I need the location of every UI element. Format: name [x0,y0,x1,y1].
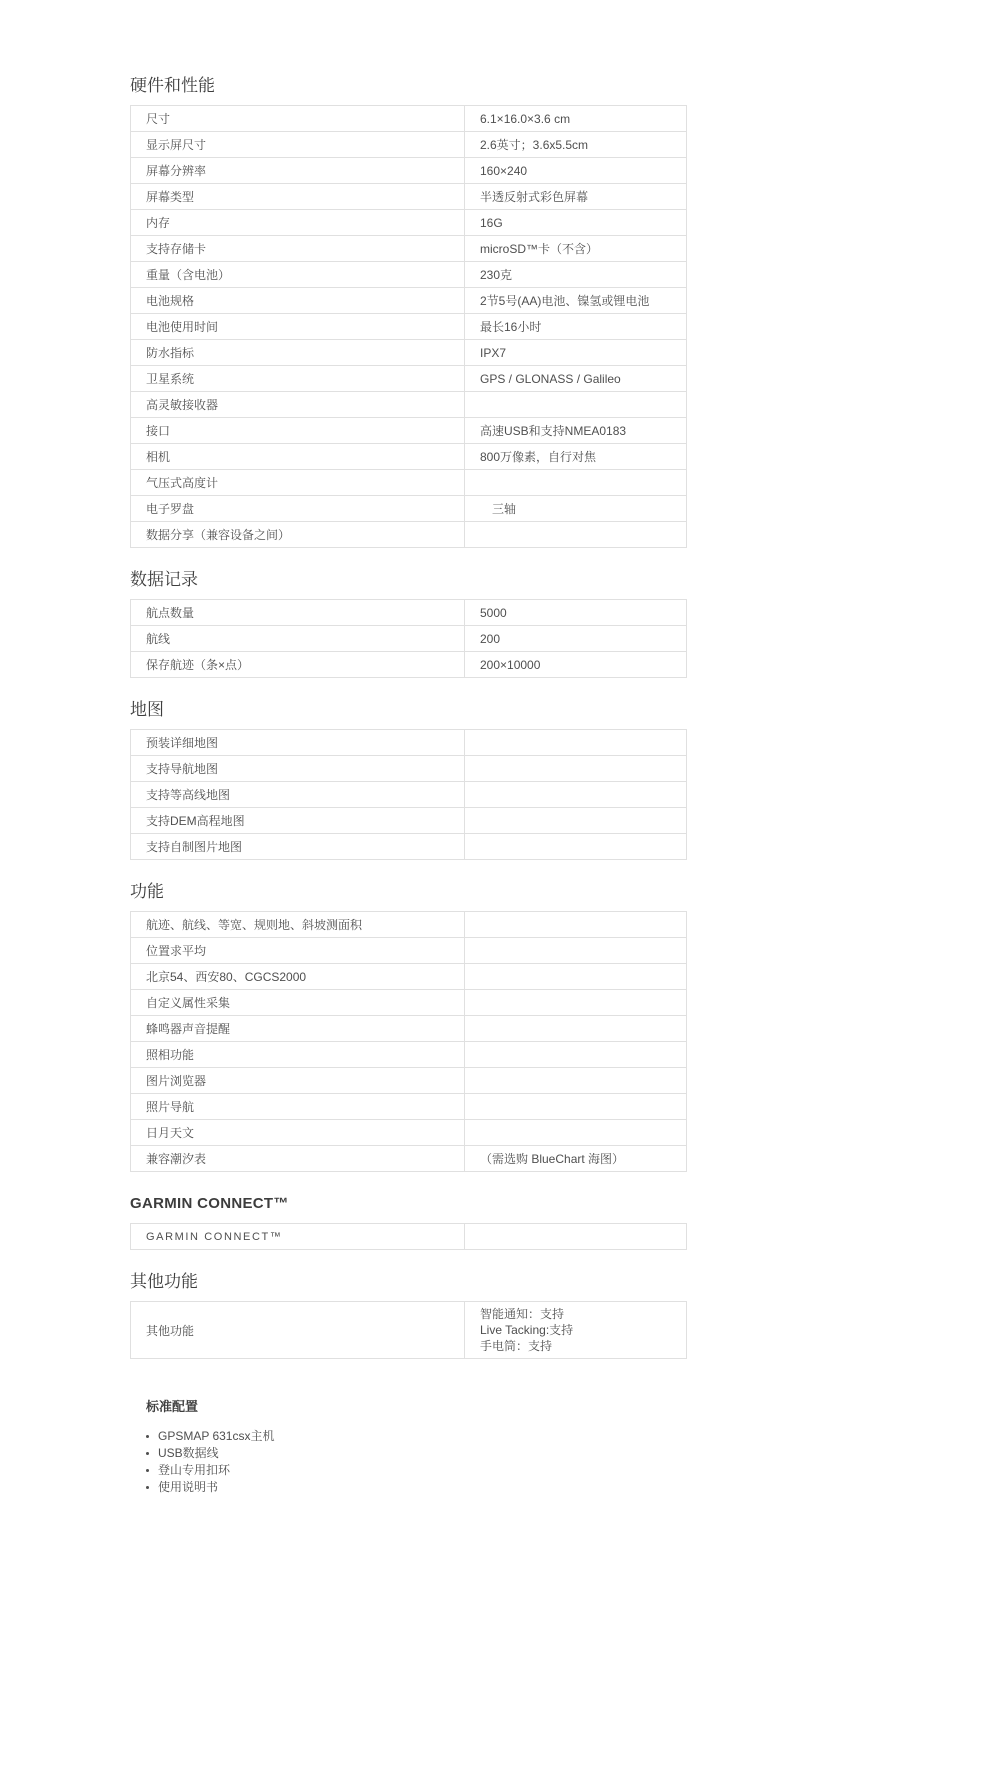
spec-value-text: 高速USB和支持NMEA0183 [480,423,627,438]
bullet-icon [146,1452,149,1455]
spec-value [464,730,686,755]
section-title: 地图 [130,700,164,719]
spec-value [464,1146,686,1171]
spec-label [131,912,464,937]
spec-value-text: 最长16小时 [480,319,542,334]
spec-row [131,912,686,937]
section-data-recording [130,570,687,678]
spec-value [464,444,686,469]
spec-label-text: GARMIN CONNECT™ [146,1230,283,1243]
spec-label-text: 内存 [146,216,171,230]
spec-row [131,287,686,313]
package-item [146,1462,687,1479]
spec-row [131,417,686,443]
spec-label [131,1094,464,1119]
spec-value-line: Live Tacking:支持 [480,1323,574,1337]
spec-label [131,236,464,261]
spec-value [464,132,686,157]
spec-label-text: 电池使用时间 [146,320,219,334]
spec-label-text: 支持等高线地图 [146,788,231,802]
spec-label [131,158,464,183]
spec-label [131,808,464,833]
spec-label-text: 兼容潮汐表 [146,1152,207,1166]
spec-label [131,626,464,651]
spec-label-text: 电池规格 [146,294,195,308]
spec-table [130,105,687,548]
spec-label [131,262,464,287]
spec-value-line: 智能通知：支持 [480,1307,565,1321]
spec-value-text: 800万像素，自行对焦 [480,449,597,464]
spec-value [464,756,686,781]
spec-label-text: 航线 [146,632,171,646]
spec-value [464,626,686,651]
spec-label-text: 照片导航 [146,1100,195,1114]
spec-label-text: 保存航迹（条×点） [146,658,250,672]
spec-row [131,1119,686,1145]
spec-row [131,313,686,339]
section-maps [130,700,687,860]
spec-row [131,261,686,287]
spec-value [464,1094,686,1119]
spec-label [131,444,464,469]
spec-row [131,391,686,417]
package-list [146,1428,687,1496]
spec-label-text: 接口 [146,424,171,438]
spec-label-text: 航迹、航线、等宽、规则地、斜坡测面积 [146,918,363,932]
spec-label [131,132,464,157]
spec-label [131,1146,464,1171]
spec-label [131,756,464,781]
spec-table [130,1301,687,1359]
spec-label [131,106,464,131]
section-garmin-connect [130,1194,687,1250]
section-other-features [130,1272,687,1359]
bullet-icon [146,1469,149,1472]
spec-table [130,729,687,860]
package-item-text: 登山专用扣环 [158,1463,231,1477]
package-item-text: 使用说明书 [158,1480,219,1494]
spec-row [131,495,686,521]
spec-value-text: 230克 [480,267,513,282]
spec-value-text: 5000 [480,605,507,620]
spec-value [464,782,686,807]
spec-table [130,599,687,678]
spec-row [131,209,686,235]
spec-row [131,235,686,261]
spec-row [131,1015,686,1041]
section-title: GARMIN CONNECT™ [130,1195,289,1212]
spec-label-text: 屏幕分辨率 [146,164,207,178]
spec-value [464,1068,686,1093]
spec-label-text: 支持DEM高程地图 [146,814,245,828]
spec-row [131,937,686,963]
spec-value [464,964,686,989]
spec-value-text: 三轴 [480,501,517,516]
spec-value [464,600,686,625]
spec-row [131,1302,686,1358]
spec-label [131,1042,464,1067]
spec-label [131,340,464,365]
spec-row [131,833,686,859]
spec-value [464,912,686,937]
spec-label [131,730,464,755]
spec-value [464,106,686,131]
spec-label-text: 航点数量 [146,606,195,620]
spec-label [131,652,464,677]
spec-label [131,1224,464,1249]
spec-label-text: 北京54、西安80、CGCS2000 [146,970,307,984]
spec-label [131,522,464,547]
spec-label [131,392,464,417]
spec-value [464,1302,686,1358]
spec-value [464,314,686,339]
spec-value-text: （需选购 BlueChart 海图） [480,1151,625,1166]
spec-label [131,964,464,989]
spec-label-text: 相机 [146,450,171,464]
spec-value-text: IPX7 [480,345,507,360]
spec-value-text: 200 [480,631,501,646]
spec-label [131,314,464,339]
spec-label-text: 支持自制图片地图 [146,840,243,854]
spec-label-text: 预装详细地图 [146,736,219,750]
spec-label-text: 显示屏尺寸 [146,138,207,152]
spec-label [131,288,464,313]
spec-label-text: 图片浏览器 [146,1074,207,1088]
spec-row [131,755,686,781]
spec-value-line: 手电筒：支持 [480,1339,553,1353]
spec-label-text: 照相功能 [146,1048,195,1062]
spec-value-text: 2.6英寸；3.6x5.5cm [480,137,589,152]
spec-row [131,339,686,365]
package-item-text: USB数据线 [158,1446,219,1460]
spec-row [131,1041,686,1067]
section-title: 标准配置 [146,1399,199,1414]
spec-row [131,1093,686,1119]
spec-value [464,158,686,183]
spec-label-text: 其他功能 [146,1323,195,1338]
spec-row [131,521,686,547]
spec-table [130,1223,687,1250]
section-standard-package [130,1397,687,1496]
spec-row [131,1145,686,1171]
spec-label [131,782,464,807]
spec-label-text: 电子罗盘 [146,502,195,516]
spec-row [131,781,686,807]
spec-value [464,834,686,859]
spec-label-text: 支持存储卡 [146,242,207,256]
spec-label-text: 日月天文 [146,1126,195,1140]
spec-row [131,469,686,495]
spec-value [464,470,686,495]
spec-label [131,600,464,625]
spec-value [464,1042,686,1067]
package-item-text: GPSMAP 631csx主机 [158,1429,275,1443]
spec-value-text: 160×240 [480,163,528,178]
spec-row [131,625,686,651]
spec-value-text: 200×10000 [480,657,541,672]
spec-value [464,1016,686,1041]
spec-label-text: 自定义属性采集 [146,996,231,1010]
spec-label [131,496,464,521]
bullet-icon [146,1486,149,1489]
spec-label [131,470,464,495]
spec-value [464,418,686,443]
package-item [146,1445,687,1462]
section-hardware [130,76,687,548]
spec-row [131,807,686,833]
spec-row [131,131,686,157]
spec-label-text: 位置求平均 [146,944,207,958]
spec-label [131,1120,464,1145]
spec-label-text: 气压式高度计 [146,476,219,490]
spec-value-text: 16G [480,215,503,230]
spec-value [464,392,686,417]
spec-value [464,1224,686,1249]
spec-label [131,184,464,209]
spec-label-text: 尺寸 [146,112,171,126]
spec-value-text: 2节5号(AA)电池、镍氢或锂电池 [480,293,650,308]
spec-label [131,418,464,443]
spec-row [131,183,686,209]
bullet-icon [146,1435,149,1438]
spec-row [131,365,686,391]
spec-value [464,1120,686,1145]
spec-value-text: 6.1×16.0×3.6 cm [480,111,571,126]
spec-label [131,210,464,235]
spec-row [131,600,686,625]
spec-row [131,989,686,1015]
spec-label [131,990,464,1015]
spec-sections [130,76,687,1496]
spec-value-text: GPS / GLONASS / Galileo [480,371,621,386]
spec-label-text: 高灵敏接收器 [146,398,219,412]
section-title: 硬件和性能 [130,76,215,95]
spec-label-text: 支持导航地图 [146,762,219,776]
spec-value [464,262,686,287]
spec-label-text: 蜂鸣器声音提醒 [146,1022,231,1036]
spec-label [131,1302,464,1358]
spec-label [131,366,464,391]
spec-value [464,990,686,1015]
spec-value [464,210,686,235]
section-title: 功能 [130,882,164,901]
spec-label-text: 防水指标 [146,346,195,360]
spec-label [131,834,464,859]
spec-value-text: microSD™卡（不含） [480,241,599,256]
package-item [146,1479,687,1496]
spec-value [464,340,686,365]
spec-row [131,443,686,469]
spec-value [464,366,686,391]
spec-row [131,963,686,989]
spec-value-text: 半透反射式彩色屏幕 [480,189,589,204]
section-features [130,882,687,1172]
spec-row [131,1224,686,1249]
spec-row [131,1067,686,1093]
spec-label [131,938,464,963]
section-title: 数据记录 [130,570,198,589]
spec-value [464,236,686,261]
section-title: 其他功能 [130,1272,198,1291]
spec-label [131,1016,464,1041]
spec-value [464,808,686,833]
spec-value [464,522,686,547]
spec-row [131,651,686,677]
package-item [146,1428,687,1445]
spec-value [464,938,686,963]
spec-row [131,106,686,131]
spec-table [130,911,687,1172]
spec-value [464,652,686,677]
spec-value [464,288,686,313]
spec-label-text: 卫星系统 [146,372,195,386]
spec-value [464,184,686,209]
spec-label-text: 数据分享（兼容设备之间） [146,528,291,542]
spec-label [131,1068,464,1093]
spec-value [464,496,686,521]
spec-label-text: 屏幕类型 [146,190,195,204]
spec-row [131,157,686,183]
spec-row [131,730,686,755]
spec-label-text: 重量（含电池） [146,268,231,282]
